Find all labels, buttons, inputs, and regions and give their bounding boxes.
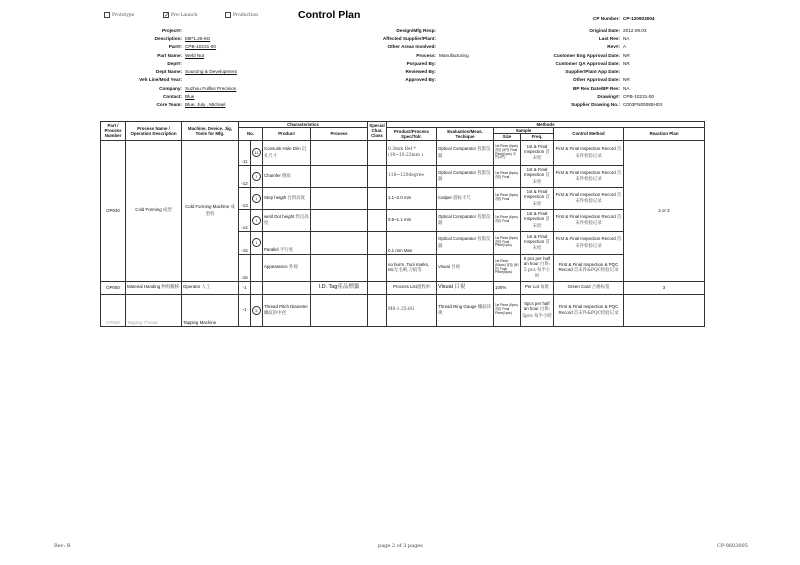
product-cell [263, 254, 311, 281]
freq-cell [521, 165, 554, 187]
eval-cell [437, 254, 494, 281]
prototype-checkbox[interactable] [104, 12, 134, 18]
col-special-char: Special Char. Class [369, 123, 385, 139]
project-label: Project#: [161, 27, 182, 33]
op050-name: Material Handing [127, 284, 161, 290]
header-row-last-rev [540, 34, 662, 42]
production-checkbox[interactable] [225, 12, 258, 18]
control-text-cn: 首末件检验记录 [575, 170, 622, 183]
product-cell [263, 281, 311, 294]
freq-text-cn: 首末检 [532, 173, 550, 185]
footer-page-number: page 2 of 3 pages [378, 543, 423, 549]
eval-text: Visual [438, 264, 450, 270]
eval-text-cn: 目视 [451, 265, 460, 271]
dept-label: Dept#: [167, 60, 182, 66]
header-row-contact [100, 92, 237, 100]
eval-cell [437, 165, 494, 187]
row-number: -12 [239, 165, 251, 187]
control-text: First & Final Inspection Record [555, 169, 616, 175]
drawing-value: CPB-10231-00 [623, 94, 655, 100]
header-row-original-date [540, 26, 662, 34]
eval-text: Caliper [438, 194, 452, 200]
header-row-rev [540, 43, 662, 51]
header-row-other-approval-date [540, 76, 662, 84]
control-cell [554, 281, 624, 294]
part-name-value: Weld Nut [185, 52, 205, 58]
core-team-value: Blue, July , Michael [185, 102, 226, 108]
op050-spec: Process List [392, 284, 417, 290]
eval-text: Optical Comparator [438, 169, 477, 175]
product-text-cn: 沉孔尺寸 [264, 147, 307, 159]
control-cell [554, 209, 624, 231]
characteristic-circle-icon: I [252, 216, 261, 225]
freq-cell [521, 140, 554, 165]
product-cell [263, 209, 311, 231]
eval-text: Optical Comparator [438, 146, 477, 152]
op050-machine-cell [182, 281, 239, 294]
col-reaction-plan: Reaction Plan [624, 128, 705, 140]
row-symbol-cell [251, 209, 263, 231]
header-row-design-resp [340, 26, 469, 34]
col-no: No. [239, 128, 263, 140]
op050-reaction: 3 [624, 281, 705, 294]
op060-product-cn: 螺紋的中徑 [264, 310, 286, 316]
op050-control: Green Card [567, 284, 591, 290]
header-row-reviewed-by [340, 67, 469, 75]
product-text: Step heigth [264, 194, 287, 200]
process-cell [311, 254, 368, 281]
eval-cell [437, 294, 494, 326]
process-cell [311, 281, 368, 294]
eval-text: Optical Comparator [438, 236, 477, 242]
control-cell [554, 165, 624, 187]
product-text-cn: 外观 [288, 265, 298, 271]
cust-qa-date-label: Customer QA Approval Date: [555, 60, 620, 66]
row-symbol-cell [251, 231, 263, 254]
freq-cell [521, 254, 554, 281]
op050-name-cn: 物料搬移 [161, 285, 180, 291]
col-size: Size [494, 134, 521, 140]
other-areas-label: Other Areas Involved: [387, 44, 436, 50]
eval-cell [437, 140, 494, 165]
cp-number [560, 14, 655, 22]
product-text: Appearance [264, 264, 288, 270]
process-cell [311, 165, 368, 187]
header-row-project [100, 26, 237, 34]
op040-machine-cell [182, 140, 239, 281]
product-cell [263, 187, 311, 209]
control-text-cn: 首末件&PQC检验记录 [573, 268, 619, 274]
row-symbol-cell [251, 187, 263, 209]
freq-text: 5 pcs per half an hour [523, 255, 551, 266]
part-label: Part#: [168, 44, 182, 50]
row-number: -13 [239, 187, 251, 209]
product-text: Parallel [264, 247, 279, 253]
control-cell [554, 254, 624, 281]
freq-text-cn: 首末检 [532, 195, 550, 207]
bp-rev-label: BP Rev Date/BP Rev: [573, 85, 620, 91]
control-text: First & Final Inspection & PQC Record [558, 261, 619, 273]
description-value: M8*1.25-6G [185, 35, 211, 41]
col-methods: Methods [387, 122, 705, 128]
pre-launch-checkbox-box[interactable]: ✓ [164, 12, 170, 19]
op050-eval-cn: 目視 [454, 284, 466, 291]
process-cell [311, 294, 368, 326]
freq-text: 1st & Final Inspection [524, 167, 548, 178]
dept-name-label: Dept Name: [155, 69, 182, 75]
cust-qa-date-value: NR [623, 60, 630, 66]
pre-launch-label: Pre-Launch [171, 12, 198, 18]
spec-cell [387, 281, 437, 294]
header-row-cust-qa-date [540, 59, 662, 67]
spec-text: no burrs ,Tool marks, etc [388, 261, 429, 273]
control-cell [554, 187, 624, 209]
spec-cell: 0.9~1.1 mm [387, 209, 437, 231]
control-text: First & Final Inspection Record [555, 236, 616, 242]
row-symbol-cell [251, 165, 263, 187]
op040-name-cn: 成型 [162, 208, 172, 214]
product-text: Consunk Hole Dim [264, 146, 301, 152]
op050-freq: Per Lot [524, 284, 540, 290]
special-cell [368, 294, 387, 326]
product-cell [263, 294, 311, 326]
op040-name: Cold Forming [135, 207, 162, 213]
rev-label: Rev#: [607, 44, 620, 50]
op060-name: Tapping Thread [126, 294, 182, 326]
process-label: Process: [416, 52, 436, 58]
row-number: -14 [239, 209, 251, 231]
spec-cell [387, 254, 437, 281]
supplier-drawing-value: C003FN00085H03 [623, 102, 663, 108]
header-row-affected-supplier [340, 34, 469, 42]
control-cell [554, 140, 624, 165]
op040-number: OP040 [101, 140, 126, 281]
row-number: -11 [239, 140, 251, 165]
col-sample: Sample [494, 128, 554, 134]
product-cell [263, 140, 311, 165]
freq-cell [521, 294, 554, 326]
characteristic-circle-icon: 11 [252, 148, 261, 157]
part-name-label: Part Name: [157, 52, 182, 58]
col-part-number: Part / Process Number [101, 122, 126, 141]
affected-supplier-label: Affected Supplier/Plant: [382, 35, 436, 41]
special-cell [368, 140, 387, 165]
op060-machine: Tapping Machine [182, 294, 239, 326]
op060-eval-cn: 螺紋环规 [438, 304, 491, 317]
production-checkbox-box[interactable] [225, 12, 231, 18]
prototype-label: Prototype [112, 12, 135, 18]
part-value: CPB-10231-00 [185, 44, 217, 50]
col-spec: Product/Process Spec/Tolr. [387, 128, 437, 140]
spec-cell: M8-1.25-6G [387, 294, 437, 326]
document-title: Control Plan [298, 9, 361, 21]
row-number: -1 [239, 281, 251, 294]
col-product: Product [263, 128, 311, 140]
op040-machine-cn: 成型机 [205, 205, 235, 217]
spec-cell: 118~120degree [387, 165, 437, 187]
control-text-cn: 首末件检验记录 [575, 237, 622, 249]
characteristic-circle-icon: I [252, 172, 261, 181]
op050-process: I.D. Tag [318, 284, 338, 291]
header-row-bp-rev [540, 84, 662, 92]
special-cell [368, 165, 387, 187]
op060-number: OP060 [101, 294, 126, 326]
header-row-dept-name [100, 67, 237, 75]
spec-cell: 0.1 mm Max [387, 231, 437, 254]
freq-text: 1st & Final Inspection [524, 233, 548, 244]
header-row-core-team [100, 101, 237, 109]
op050-spec-cn: 流程单 [416, 285, 431, 291]
approved-by-label: Approved By: [405, 77, 436, 83]
product-cell [263, 165, 311, 187]
op040-machine: Cold Forming Machine [185, 204, 230, 210]
process-cell [311, 140, 368, 165]
op050-machine-cn: 人工 [201, 285, 211, 291]
col-characteristics: Characteristics [239, 122, 368, 128]
header-row-approved-by [340, 76, 469, 84]
special-cell [368, 187, 387, 209]
eval-text-cn: 投影仪器 [438, 214, 491, 227]
cp-number-value: CP-120903004 [623, 15, 655, 21]
op050-name-cell [126, 281, 182, 294]
veh-line-label: Veh Line/Mod Year: [139, 77, 182, 83]
header-row-part [100, 43, 237, 51]
rev-value: A [623, 44, 627, 50]
control-text: First & Final Inspection Record [555, 213, 616, 219]
prototype-checkbox-box[interactable] [104, 12, 110, 18]
op050-control-cn: 合格标签 [591, 285, 610, 291]
freq-text: 1st & Final Inspection [524, 211, 548, 222]
control-text: First & Final Inspection Record [555, 191, 616, 197]
description-label: Description: [154, 35, 182, 41]
freq-text-cn: 首末检 [532, 239, 550, 252]
control-cell [554, 231, 624, 254]
reviewed-by-label: Reviewed By: [405, 69, 436, 75]
size-cell: 1st Piece (6pcs) 首检 Final [494, 187, 521, 209]
op060-product: Thread Pitch Diameter [264, 304, 308, 310]
size-cell: 1st Piece (6pcs) 首检 Final [494, 165, 521, 187]
size-cell: 100% [494, 281, 521, 294]
size-cell: 1st Piece (6pcs) 首检 (6件) Final Piece(1pcs) 末件(1件) [494, 140, 521, 165]
pre-launch-checkbox[interactable] [163, 12, 197, 18]
op060-control: First & Final Inspection & PQC Record [558, 304, 619, 315]
table-row [101, 140, 705, 165]
product-text: Chamfer [264, 172, 281, 178]
control-cell [554, 294, 624, 326]
row-number: -15 [239, 231, 251, 254]
op060-control-cn: 首末件&PQC检验记录 [573, 310, 619, 316]
freq-cell [521, 187, 554, 209]
product-text-cn: 台阶高度 [287, 195, 306, 201]
col-control-method: Control Method [554, 128, 624, 140]
contact-label: Contact: [162, 94, 182, 100]
row-symbol-cell [251, 294, 263, 326]
eval-cell [437, 187, 494, 209]
eval-cell [437, 231, 494, 254]
header-row-cust-eng-date [540, 51, 662, 59]
header-row-company [100, 84, 237, 92]
eval-cell [437, 281, 494, 294]
op050-eval: Visual [438, 284, 453, 291]
size-cell: 1st Piece (5pcs) 首检 Final Piece(1pcs) [494, 294, 521, 326]
control-text-cn: 首末件检验记录 [575, 147, 622, 159]
cust-eng-date-label: Customer Eng Approval Date: [553, 52, 620, 58]
footer-document-code: CP-0603005 [717, 543, 748, 549]
last-rev-label: Last Rev: [598, 35, 620, 41]
op060-freq: 5pcs per half an hour [523, 301, 550, 312]
op040-name-cell [126, 140, 182, 281]
size-cell: 1st Piece (6pcs) 首检 Final Piece(1pcs) [494, 231, 521, 254]
header-row-veh-line [100, 76, 237, 84]
control-plan-table [100, 121, 705, 327]
middle-header [340, 26, 469, 84]
control-text-cn: 首末件检验记录 [575, 192, 622, 205]
control-text-cn: 首末件检验记录 [575, 214, 622, 227]
right-header [540, 26, 662, 109]
characteristic-circle-icon: 5 [252, 306, 261, 315]
supplier-app-date-label: Supplier/Plant App Date: [565, 69, 620, 75]
spec-text-cn: 无毛刺,刀痕等 [393, 268, 422, 274]
prepared-by-label: Porpared By: [406, 60, 436, 66]
op060-reaction: 2 or 3 [624, 294, 705, 326]
col-evaluation: Evaluation/Meas. Techique [437, 128, 494, 140]
row-symbol-cell [251, 281, 263, 294]
header-row-drawing [540, 92, 662, 100]
dept-name-value: Sourcing & Development [185, 69, 237, 75]
row-number: -1 [239, 294, 251, 326]
eval-text-cn: 投影仪器 [438, 237, 491, 249]
header-row-prepared-by [340, 59, 469, 67]
header-row-supplier-drawing [540, 101, 662, 109]
spec-cell: 0.3mm Ref *(10~10.22mm ) [387, 140, 437, 165]
special-cell [368, 281, 387, 294]
freq-text: 1st & Final Inspection [524, 189, 548, 200]
freq-cell [521, 231, 554, 254]
freq-text-cn: 首末检 [532, 217, 550, 229]
process-value: Manufacturing [439, 52, 469, 58]
op060-eval: Thread Ring Gauge [438, 303, 477, 309]
process-cell [311, 231, 368, 254]
header-row-process [340, 51, 469, 59]
contact-value: Blue [185, 94, 195, 100]
op050-process-cn: 產品標籤 [337, 284, 360, 291]
bp-rev-value: NA [623, 85, 630, 91]
op050-number: OP050 [101, 281, 126, 294]
characteristic-circle-icon: I [252, 194, 261, 203]
table-row [101, 294, 705, 326]
col-freq: Freq. [521, 134, 554, 140]
product-text: weld Dot height [264, 213, 295, 219]
design-resp-label: Design/Mfg Resp: [396, 27, 436, 33]
eval-text-cn: 投影仪器 [438, 170, 491, 183]
product-text-cn: 平行度 [279, 248, 294, 254]
col-process-name: Process Name / Operation Description [126, 122, 182, 141]
size-cell: 1st Piece (50pcs) 首检 (50件) Final Piece(5pcs) [494, 254, 521, 281]
row-symbol-cell [251, 140, 263, 165]
process-cell [311, 187, 368, 209]
header-row-part-name [100, 51, 237, 59]
process-cell [311, 209, 368, 231]
other-approval-date-label: Other Approval Date: [573, 77, 620, 83]
header-row-supplier-app-date [540, 67, 662, 75]
freq-text-cn: 白班: 5 pcs 每半小时 [523, 261, 551, 280]
control-text: First & Final Inspection Record [555, 146, 616, 152]
eval-cell [437, 209, 494, 231]
op040-reaction: 2 or 3 [624, 140, 705, 281]
cp-number-label: CP Number: [592, 15, 620, 21]
op060-freq-cn: 白班: 5pcs 每半小時 [522, 307, 552, 319]
col-process: Process [311, 128, 368, 140]
freq-text: 1st & Final Inspection [524, 143, 548, 154]
header-row-other-areas [340, 43, 469, 51]
last-rev-value: NA [623, 35, 630, 41]
production-label: Production [233, 12, 259, 18]
company-value: Suzhou Fulllos Precision [185, 85, 237, 91]
footer-revision: Rev: B [54, 543, 71, 549]
drawing-label: Drawing#: [597, 94, 620, 100]
supplier-drawing-label: Supplier Drawing No.: [571, 102, 620, 108]
characteristic-circle-icon: I [252, 238, 261, 247]
original-date-value: 2012.09.03 [623, 27, 647, 33]
cust-eng-date-value: NR [623, 52, 630, 58]
core-team-label: Core Team: [156, 102, 182, 108]
col-machine: Machine, Device, Jig, Tools for Mfg. [182, 122, 239, 141]
freq-cell [521, 281, 554, 294]
eval-text-cn: 投影仪器 [438, 147, 491, 159]
freq-cell [521, 209, 554, 231]
special-cell [368, 231, 387, 254]
special-cell [368, 254, 387, 281]
eval-text-cn: 游标卡尺 [453, 195, 471, 201]
eval-text: Optical Comparator [438, 213, 477, 219]
original-date-label: Original Date: [589, 27, 620, 33]
other-approval-date-value: NR [623, 77, 630, 83]
row-number: -16 [239, 254, 251, 281]
product-cell [263, 231, 311, 254]
op050-freq-cn: 每批 [540, 285, 550, 291]
spec-cell: 1.1~2.0 mm [387, 187, 437, 209]
header-row-dept [100, 59, 237, 67]
table-row [101, 281, 705, 294]
size-cell: 1st Piece (6pcs) 首检 Final [494, 209, 521, 231]
header-row-description [100, 34, 237, 42]
special-cell [368, 209, 387, 231]
freq-text-cn: 首末检 [532, 149, 550, 162]
product-text-cn: 焊点高度 [264, 214, 309, 227]
row-symbol-cell [251, 254, 263, 281]
product-text-cn: 倒角 [282, 173, 291, 179]
company-label: Company: [159, 85, 182, 91]
left-header [100, 26, 237, 109]
op050-machine: Operator [183, 284, 201, 290]
